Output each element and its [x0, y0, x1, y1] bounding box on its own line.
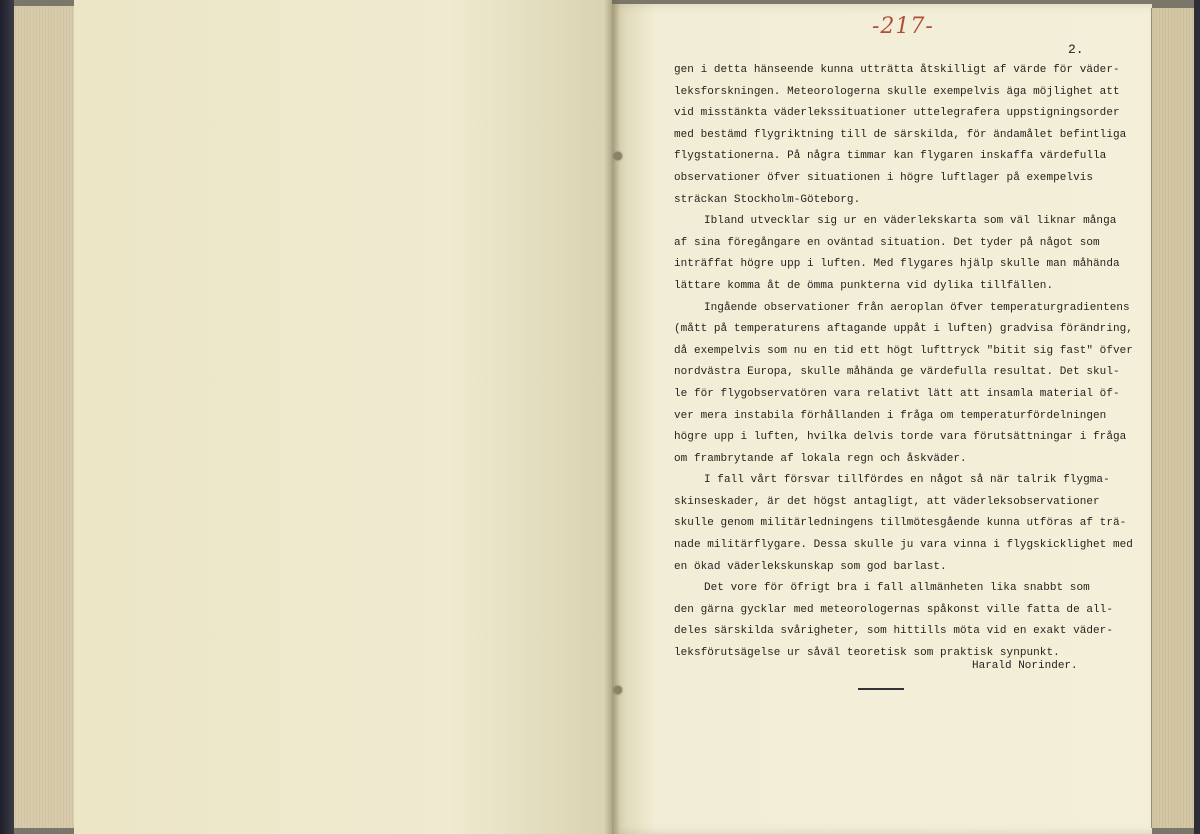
binding-hole-top — [614, 152, 622, 160]
text-line: leksförutsägelse ur såväl teoretisk som praktisk synpunkt. — [674, 647, 1060, 660]
handwritten-page-number: -217- — [872, 14, 934, 39]
typed-text-body — [674, 60, 1133, 665]
book-gutter — [604, 0, 620, 834]
right-page-edges — [1151, 8, 1200, 828]
text-line: (mått på temperaturens aftagande uppåt i luften) gradvisa förändring, — [674, 323, 1133, 336]
author-signature: Harald Norinder. — [972, 660, 1078, 672]
text-line: då exempelvis som nu en tid ett högt lufttryck "bitit sig fast" öfver — [674, 344, 1133, 357]
text-line: en ökad väderlekskunskap som god barlast. — [674, 560, 947, 573]
text-line: nordvästra Europa, skulle måhända ge värdefulla resultat. Det skul- — [674, 366, 1120, 379]
left-cover — [0, 0, 14, 834]
text-line: om frambrytande af lokala regn och åskväder. — [674, 452, 967, 465]
text-line: Ibland utvecklar sig ur en väderlekskarta som väl liknar många — [704, 215, 1117, 228]
left-page — [74, 0, 612, 834]
text-line: flygstationerna. På några timmar kan flygaren inskaffa värdefulla — [674, 150, 1107, 163]
text-line: inträffat högre upp i luften. Med flygares hjälp skulle man måhända — [674, 258, 1120, 271]
text-line: ver mera instabila förhållanden i fråga om temperaturfördelningen — [674, 409, 1107, 422]
text-line: skinseskader, är det högst antagligt, att väderleksobservationer — [674, 495, 1100, 508]
end-rule — [858, 688, 904, 690]
text-line: af sina föregångare en oväntad situation. Det tyder på något som — [674, 236, 1100, 249]
right-cover — [1194, 0, 1200, 834]
text-line: leksforskningen. Meteorologerna skulle exempelvis äga möjlighet att — [674, 85, 1120, 98]
text-line: högre upp i luften, hvilka delvis torde vara förutsättningar i fråga — [674, 431, 1127, 444]
text-line: I fall vårt försvar tillfördes en något så när talrik flygma- — [704, 474, 1110, 487]
text-line: deles särskilda svårigheter, som hittills möta vid en exakt väder- — [674, 625, 1113, 638]
text-line: med bestämd flygriktning till de särskilda, för ändamålet befintliga — [674, 128, 1127, 141]
text-line: Det vore för öfrigt bra i fall allmänheten lika snabbt som — [704, 582, 1090, 595]
text-line: skulle genom militärledningens tillmötesgående kunna utföras af trä- — [674, 517, 1127, 530]
typed-page-number: 2. — [1068, 42, 1084, 57]
text-line: lättare komma åt de ömma punkterna vid dylika tillfällen. — [674, 279, 1054, 292]
text-line: sträckan Stockholm-Göteborg. — [674, 193, 861, 206]
text-line: vid misstänkta väderlekssituationer uttelegrafera uppstigningsorder — [674, 107, 1120, 120]
text-line: nade militärflygare. Dessa skulle ju vara vinna i flygskicklighet med — [674, 539, 1133, 552]
text-line: gen i detta hänseende kunna utträtta åtskilligt af värde för väder- — [674, 64, 1120, 76]
text-line: le för flygobservatören vara relativt lätt att insamla material öf- — [674, 387, 1120, 400]
text-line: den gärna gycklar med meteorologernas spåkonst ville fatta de all- — [674, 603, 1113, 616]
left-page-edges — [14, 6, 74, 828]
text-line: Ingående observationer från aeroplan öfver temperaturgradientens — [704, 301, 1130, 314]
binding-hole-bottom — [614, 686, 622, 694]
text-line: observationer öfver situationen i högre luftlager på exempelvis — [674, 171, 1094, 184]
